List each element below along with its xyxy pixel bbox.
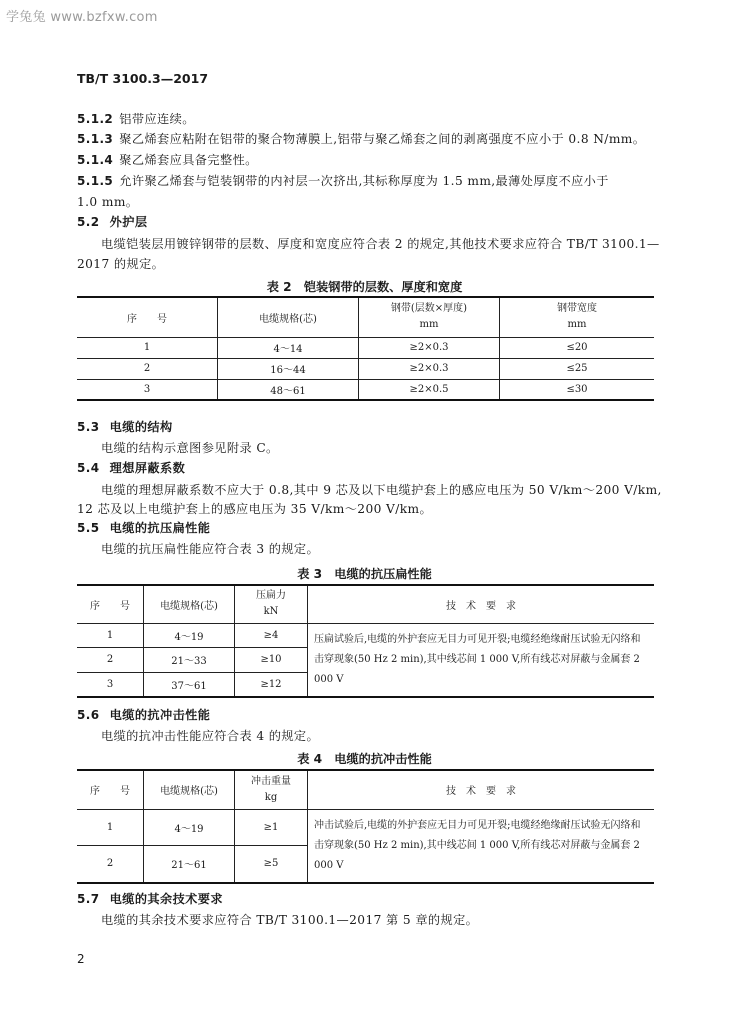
- cell-no: 2: [77, 846, 144, 883]
- paragraph-5-2-cont: 2017 的规定。: [77, 257, 165, 271]
- table2-header-spec: 电缆规格(芯): [218, 297, 359, 337]
- section-title: 电缆的结构: [109, 420, 173, 434]
- table-row: [77, 379, 654, 400]
- table3-tech-requirement: 压扁试验后,电缆的外护套应无目力可见开裂;电缆经绝缘耐压试验无闪络和击穿现象(50 Hz 2 min),其中线芯间 1 000 V,所有线芯对屏蔽与金属套 2 000 V: [308, 623, 655, 697]
- table3-header-force: [235, 585, 308, 623]
- clause-5-1-5: [77, 172, 609, 189]
- cell-spec: 4～19: [144, 623, 235, 648]
- cell-spec: 21～33: [144, 648, 235, 673]
- cell-layers: ≥2×0.3: [359, 337, 500, 358]
- table-row: [77, 358, 654, 379]
- clause-text: 聚乙烯套应具备完整性。: [119, 153, 258, 167]
- paragraph-5-6: 电缆的抗冲击性能应符合表 4 的规定。: [101, 729, 320, 743]
- table2-header-no: 序 号: [77, 297, 218, 337]
- header-text: 钢带(层数×厚度): [390, 303, 468, 315]
- clause-number: 5.1.2: [77, 112, 114, 126]
- cell-layers: ≥2×0.3: [359, 358, 500, 379]
- cell-no: 3: [77, 379, 218, 400]
- section-5-2-heading: [77, 213, 147, 230]
- cell-no: 1: [77, 809, 144, 846]
- clause-text: 聚乙烯套应粘附在铝带的聚合物薄膜上,铝带与聚乙烯套之间的剥离强度不应小于 0.8 N/mm。: [119, 132, 646, 146]
- section-5-7-heading: [77, 890, 223, 907]
- table3-header-tech: 技 术 要 求: [308, 585, 655, 623]
- section-5-4-heading: [77, 459, 185, 476]
- table4-header-no: 序 号: [77, 770, 144, 809]
- table-row: [77, 337, 654, 358]
- watermark: 学兔兔 www.bzfxw.com: [6, 10, 158, 25]
- header-text: 冲击重量: [251, 775, 291, 787]
- paragraph-5-7: 电缆的其余技术要求应符合 TB/T 3100.1—2017 第 5 章的规定。: [101, 913, 479, 927]
- table3-header-spec: 电缆规格(芯): [144, 585, 235, 623]
- document-id: TB/T 3100.3—2017: [77, 71, 209, 86]
- section-title: 外护层: [109, 215, 148, 229]
- cell-force: ≥4: [235, 623, 308, 648]
- clause-number: 5.1.3: [77, 132, 114, 146]
- paragraph-5-4: 电缆的理想屏蔽系数不应大于 0.8,其中 9 芯及以下电缆护套上的感应电压为 50 V/km～200 V/km,: [101, 483, 662, 497]
- section-5-5-heading: [77, 519, 210, 536]
- cell-no: 1: [77, 623, 144, 648]
- clause-5-1-3: [77, 130, 645, 147]
- paragraph-5-5: 电缆的抗压扁性能应符合表 3 的规定。: [101, 542, 320, 556]
- cell-width: ≤20: [500, 337, 655, 358]
- table2-caption: 表 2 铠装钢带的层数、厚度和宽度: [266, 280, 463, 294]
- table4-caption: 表 4 电缆的抗冲击性能: [297, 752, 432, 766]
- cell-force: ≥10: [235, 648, 308, 673]
- clause-text: 允许聚乙烯套与铠装钢带的内衬层一次挤出,其标称厚度为 1.5 mm,最薄处厚度不应小于: [119, 174, 609, 188]
- header-text: 压扁力: [256, 590, 286, 602]
- section-number: 5.7: [77, 892, 100, 906]
- cell-width: ≤30: [500, 379, 655, 400]
- cell-width: ≤25: [500, 358, 655, 379]
- paragraph-5-4-cont: 12 芯及以上电缆护套上的感应电压为 35 V/km～200 V/km。: [77, 502, 433, 516]
- cell-spec: 21～61: [144, 846, 235, 883]
- table-row: [77, 623, 654, 648]
- cell-spec: 4～19: [144, 809, 235, 846]
- clause-number: 5.1.4: [77, 153, 114, 167]
- table4-header-tech: 技 术 要 求: [308, 770, 655, 809]
- table-row: [77, 809, 654, 846]
- section-title: 电缆的其余技术要求: [109, 892, 223, 906]
- table2: [77, 296, 654, 401]
- header-unit: mm: [567, 319, 587, 331]
- table2-header-steel-layers: [359, 297, 500, 337]
- cell-weight: ≥5: [235, 846, 308, 883]
- table3-header-no: 序 号: [77, 585, 144, 623]
- table3: [77, 584, 654, 698]
- table2-header-steel-width: [500, 297, 655, 337]
- cell-spec: 16～44: [218, 358, 359, 379]
- header-unit: kg: [264, 791, 278, 803]
- paragraph-5-3: 电缆的结构示意图参见附录 C。: [101, 441, 279, 455]
- clause-5-1-2: [77, 110, 195, 127]
- clause-number: 5.1.5: [77, 174, 114, 188]
- header-unit: mm: [419, 319, 439, 331]
- section-number: 5.3: [77, 420, 100, 434]
- cell-spec: 48～61: [218, 379, 359, 400]
- section-number: 5.6: [77, 708, 100, 722]
- section-5-3-heading: [77, 418, 173, 435]
- cell-force: ≥12: [235, 672, 308, 697]
- section-number: 5.5: [77, 521, 100, 535]
- table4: [77, 769, 654, 884]
- cell-spec: 4～14: [218, 337, 359, 358]
- table4-header-spec: 电缆规格(芯): [144, 770, 235, 809]
- section-number: 5.4: [77, 461, 100, 475]
- cell-spec: 37～61: [144, 672, 235, 697]
- clause-text: 1.0 mm。: [77, 195, 139, 209]
- page-number: 2: [77, 952, 85, 966]
- clause-5-1-5-cont: [77, 193, 138, 210]
- header-unit: kN: [263, 606, 279, 618]
- section-5-6-heading: [77, 706, 210, 723]
- table4-header-weight: [235, 770, 308, 809]
- cell-no: 1: [77, 337, 218, 358]
- cell-weight: ≥1: [235, 809, 308, 846]
- cell-no: 3: [77, 672, 144, 697]
- section-title: 电缆的抗冲击性能: [109, 708, 211, 722]
- section-title: 理想屏蔽系数: [109, 461, 186, 475]
- paragraph-5-2: 电缆铠装层用镀锌钢带的层数、厚度和宽度应符合表 2 的规定,其他技术要求应符合 TB/T 3100.1—: [101, 237, 660, 251]
- cell-no: 2: [77, 358, 218, 379]
- table3-caption: 表 3 电缆的抗压扁性能: [297, 567, 432, 581]
- table4-tech-requirement: 冲击试验后,电缆的外护套应无目力可见开裂;电缆经绝缘耐压试验无闪络和击穿现象(50 Hz 2 min),其中线芯间 1 000 V,所有线芯对屏蔽与金属套 2 000 V: [308, 809, 655, 883]
- cell-no: 2: [77, 648, 144, 673]
- cell-layers: ≥2×0.5: [359, 379, 500, 400]
- header-text: 钢带宽度: [557, 303, 597, 315]
- section-number: 5.2: [77, 215, 100, 229]
- clause-5-1-4: [77, 151, 258, 168]
- clause-text: 铝带应连续。: [119, 112, 195, 126]
- section-title: 电缆的抗压扁性能: [109, 521, 211, 535]
